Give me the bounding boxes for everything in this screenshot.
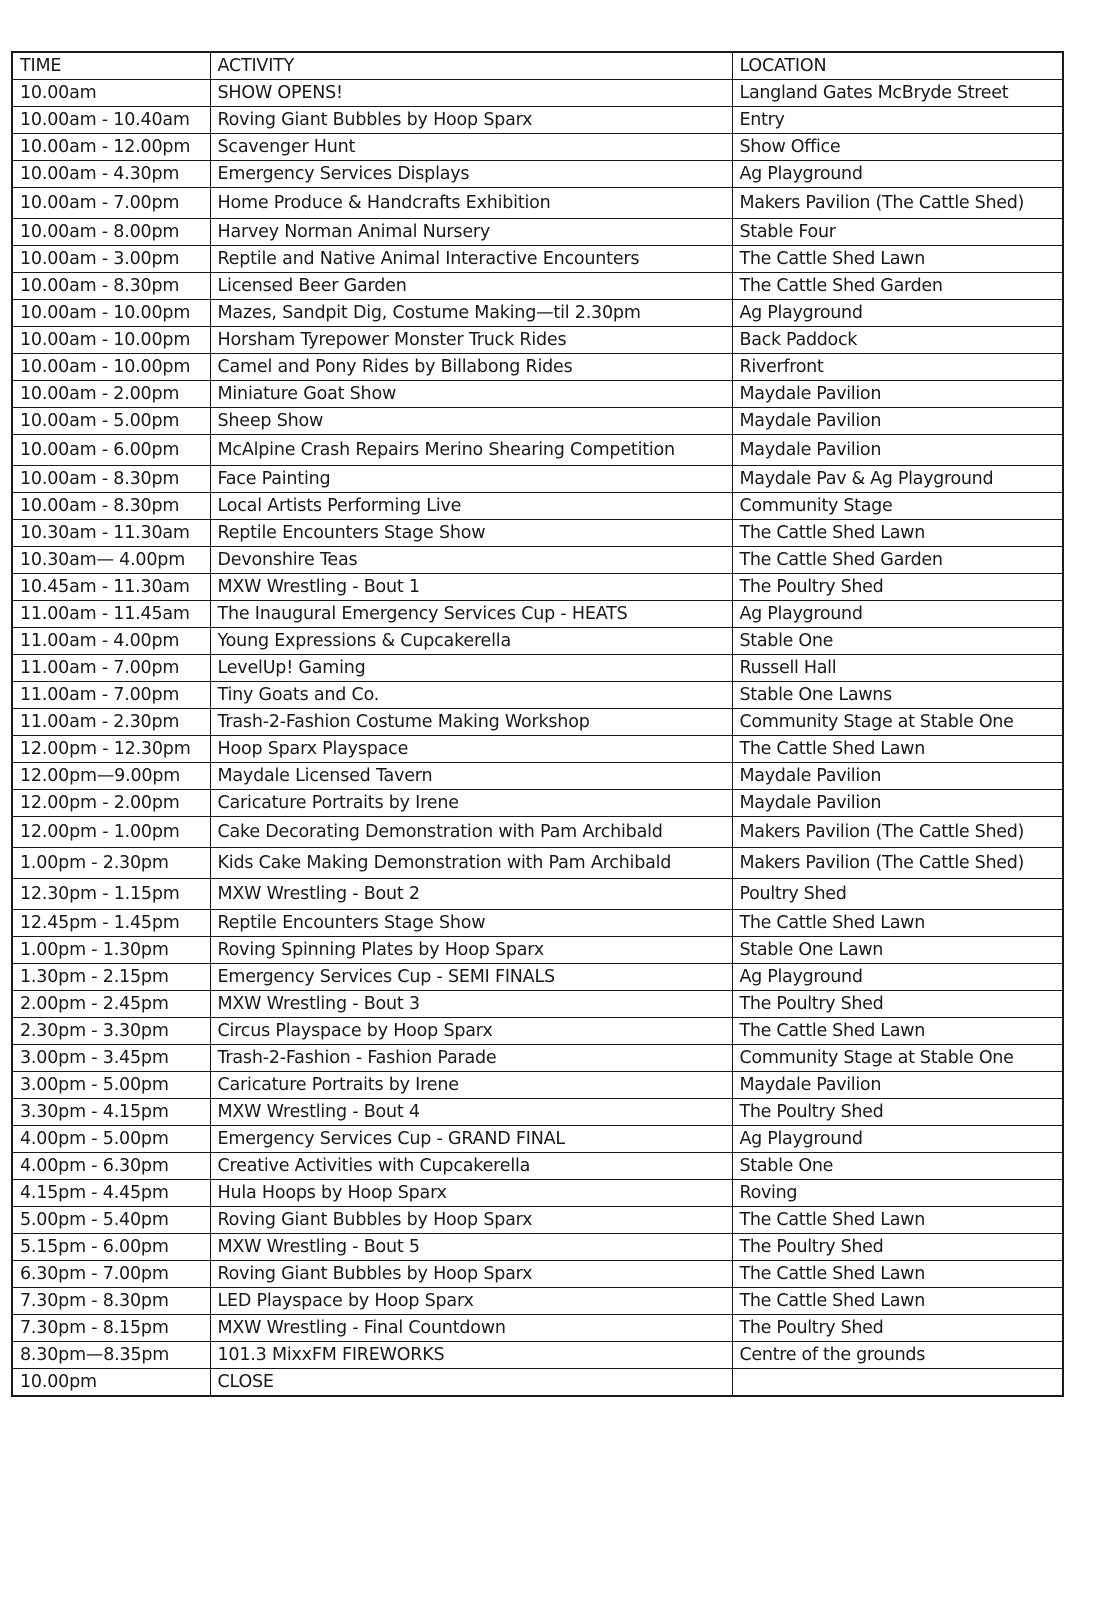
activity-cell: Licensed Beer Garden [210,273,732,300]
activity-cell: Local Artists Performing Live [210,493,732,520]
activity-cell: Hoop Sparx Playspace [210,736,732,763]
table-row [12,1342,1063,1369]
time-cell: 2.00pm - 2.45pm [12,991,210,1018]
location-cell: Community Stage [732,493,1063,520]
location-cell: Russell Hall [732,655,1063,682]
time-cell: 12.00pm - 2.00pm [12,790,210,817]
time-cell: 4.00pm - 6.30pm [12,1153,210,1180]
activity-cell: 101.3 MixxFM FIREWORKS [210,1342,732,1369]
location-cell: Poultry Shed [732,879,1063,910]
location-cell: Centre of the grounds [732,1342,1063,1369]
time-cell: 5.00pm - 5.40pm [12,1207,210,1234]
activity-cell: Reptile Encounters Stage Show [210,910,732,937]
activity-cell: SHOW OPENS! [210,80,732,107]
location-cell: Stable One [732,628,1063,655]
location-cell: The Cattle Shed Lawn [732,1261,1063,1288]
table-row [12,601,1063,628]
time-cell: 10.00am - 10.40am [12,107,210,134]
table-row [12,655,1063,682]
activity-cell: Tiny Goats and Co. [210,682,732,709]
table-row [12,1045,1063,1072]
time-cell: 12.00pm - 12.30pm [12,736,210,763]
time-cell: 10.00am - 10.00pm [12,327,210,354]
header-time: TIME [12,52,210,80]
table-row [12,354,1063,381]
activity-cell: Scavenger Hunt [210,134,732,161]
time-cell: 10.00am - 2.00pm [12,381,210,408]
table-row [12,161,1063,188]
location-cell: Stable Four [732,219,1063,246]
table-row [12,790,1063,817]
time-cell: 1.00pm - 1.30pm [12,937,210,964]
activity-cell: Roving Spinning Plates by Hoop Sparx [210,937,732,964]
activity-cell: Circus Playspace by Hoop Sparx [210,1018,732,1045]
location-cell: The Poultry Shed [732,991,1063,1018]
location-cell: The Cattle Shed Lawn [732,1288,1063,1315]
activity-cell: Emergency Services Displays [210,161,732,188]
table-row [12,107,1063,134]
table-row [12,246,1063,273]
time-cell: 7.30pm - 8.30pm [12,1288,210,1315]
location-cell: Ag Playground [732,161,1063,188]
activity-cell: Kids Cake Making Demonstration with Pam Archibald [210,848,732,879]
table-row [12,1153,1063,1180]
time-cell: 10.30am— 4.00pm [12,547,210,574]
activity-cell: Home Produce & Handcrafts Exhibition [210,188,732,219]
location-cell: The Cattle Shed Lawn [732,910,1063,937]
time-cell: 3.00pm - 5.00pm [12,1072,210,1099]
location-cell: Makers Pavilion (The Cattle Shed) [732,817,1063,848]
activity-cell: Sheep Show [210,408,732,435]
location-cell: The Cattle Shed Garden [732,273,1063,300]
activity-cell: McAlpine Crash Repairs Merino Shearing Competition [210,435,732,466]
table-row [12,1234,1063,1261]
activity-cell: Creative Activities with Cupcakerella [210,1153,732,1180]
activity-cell: Face Painting [210,466,732,493]
location-cell: Community Stage at Stable One [732,1045,1063,1072]
location-cell [732,1369,1063,1397]
activity-cell: MXW Wrestling - Final Countdown [210,1315,732,1342]
activity-cell: Harvey Norman Animal Nursery [210,219,732,246]
time-cell: 11.00am - 4.00pm [12,628,210,655]
activity-cell: Trash-2-Fashion - Fashion Parade [210,1045,732,1072]
time-cell: 10.00am - 12.00pm [12,134,210,161]
location-cell: The Poultry Shed [732,1099,1063,1126]
time-cell: 10.00am - 5.00pm [12,408,210,435]
table-row [12,574,1063,601]
table-row [12,937,1063,964]
location-cell: Maydale Pavilion [732,381,1063,408]
activity-cell: Trash-2-Fashion Costume Making Workshop [210,709,732,736]
location-cell: Riverfront [732,354,1063,381]
table-row [12,1288,1063,1315]
time-cell: 3.00pm - 3.45pm [12,1045,210,1072]
table-row [12,628,1063,655]
header-activity: ACTIVITY [210,52,732,80]
table-row [12,1018,1063,1045]
table-row [12,682,1063,709]
time-cell: 10.00am - 8.30pm [12,466,210,493]
location-cell: Langland Gates McBryde Street [732,80,1063,107]
location-cell: Entry [732,107,1063,134]
activity-cell: MXW Wrestling - Bout 1 [210,574,732,601]
activity-cell: LED Playspace by Hoop Sparx [210,1288,732,1315]
time-cell: 1.30pm - 2.15pm [12,964,210,991]
table-row [12,219,1063,246]
table-row [12,327,1063,354]
time-cell: 10.00am - 8.00pm [12,219,210,246]
table-row [12,188,1063,219]
activity-cell: Camel and Pony Rides by Billabong Rides [210,354,732,381]
time-cell: 3.30pm - 4.15pm [12,1099,210,1126]
table-row [12,273,1063,300]
time-cell: 11.00am - 7.00pm [12,655,210,682]
location-cell: Ag Playground [732,1126,1063,1153]
time-cell: 10.00am - 3.00pm [12,246,210,273]
table-row [12,1099,1063,1126]
location-cell: Maydale Pav & Ag Playground [732,466,1063,493]
activity-cell: Emergency Services Cup - GRAND FINAL [210,1126,732,1153]
location-cell: The Poultry Shed [732,1315,1063,1342]
location-cell: Back Paddock [732,327,1063,354]
location-cell: Show Office [732,134,1063,161]
time-cell: 4.15pm - 4.45pm [12,1180,210,1207]
activity-cell: Roving Giant Bubbles by Hoop Sparx [210,1261,732,1288]
activity-cell: Roving Giant Bubbles by Hoop Sparx [210,1207,732,1234]
table-row [12,848,1063,879]
location-cell: The Cattle Shed Lawn [732,1207,1063,1234]
activity-cell: Maydale Licensed Tavern [210,763,732,790]
time-cell: 12.00pm - 1.00pm [12,817,210,848]
time-cell: 10.00am - 8.30pm [12,493,210,520]
time-cell: 10.00am - 4.30pm [12,161,210,188]
location-cell: Roving [732,1180,1063,1207]
activity-cell: Miniature Goat Show [210,381,732,408]
location-cell: Makers Pavilion (The Cattle Shed) [732,188,1063,219]
table-row [12,1072,1063,1099]
schedule-table [11,51,1064,1397]
activity-cell: Caricature Portraits by Irene [210,1072,732,1099]
activity-cell: Devonshire Teas [210,547,732,574]
location-cell: Maydale Pavilion [732,435,1063,466]
table-row [12,1261,1063,1288]
location-cell: Stable One Lawn [732,937,1063,964]
location-cell: Maydale Pavilion [732,763,1063,790]
activity-cell: MXW Wrestling - Bout 4 [210,1099,732,1126]
location-cell: The Cattle Shed Lawn [732,1018,1063,1045]
location-cell: The Poultry Shed [732,574,1063,601]
time-cell: 10.00am - 10.00pm [12,300,210,327]
activity-cell: Reptile and Native Animal Interactive Encounters [210,246,732,273]
table-row [12,493,1063,520]
location-cell: Maydale Pavilion [732,408,1063,435]
activity-cell: Horsham Tyrepower Monster Truck Rides [210,327,732,354]
time-cell: 10.00am - 7.00pm [12,188,210,219]
time-cell: 2.30pm - 3.30pm [12,1018,210,1045]
table-row [12,709,1063,736]
time-cell: 12.30pm - 1.15pm [12,879,210,910]
table-row [12,466,1063,493]
location-cell: The Cattle Shed Lawn [732,246,1063,273]
location-cell: The Cattle Shed Garden [732,547,1063,574]
time-cell: 7.30pm - 8.15pm [12,1315,210,1342]
location-cell: Maydale Pavilion [732,790,1063,817]
location-cell: Makers Pavilion (The Cattle Shed) [732,848,1063,879]
location-cell: Ag Playground [732,300,1063,327]
time-cell: 6.30pm - 7.00pm [12,1261,210,1288]
time-cell: 10.00am - 8.30pm [12,273,210,300]
activity-cell: LevelUp! Gaming [210,655,732,682]
activity-cell: MXW Wrestling - Bout 5 [210,1234,732,1261]
time-cell: 1.00pm - 2.30pm [12,848,210,879]
activity-cell: Emergency Services Cup - SEMI FINALS [210,964,732,991]
activity-cell: Reptile Encounters Stage Show [210,520,732,547]
table-row [12,408,1063,435]
time-cell: 11.00am - 7.00pm [12,682,210,709]
location-cell: Stable One [732,1153,1063,1180]
location-cell: The Cattle Shed Lawn [732,736,1063,763]
time-cell: 11.00am - 2.30pm [12,709,210,736]
activity-cell: The Inaugural Emergency Services Cup - HEATS [210,601,732,628]
table-row [12,134,1063,161]
table-row [12,1207,1063,1234]
location-cell: The Poultry Shed [732,1234,1063,1261]
table-row [12,1369,1063,1397]
time-cell: 12.45pm - 1.45pm [12,910,210,937]
time-cell: 10.00pm [12,1369,210,1397]
location-cell: Ag Playground [732,964,1063,991]
table-row [12,300,1063,327]
table-row [12,435,1063,466]
time-cell: 10.00am - 6.00pm [12,435,210,466]
table-row [12,736,1063,763]
table-row [12,879,1063,910]
header-location: LOCATION [732,52,1063,80]
table-row [12,547,1063,574]
time-cell: 10.00am [12,80,210,107]
activity-cell: Cake Decorating Demonstration with Pam Archibald [210,817,732,848]
time-cell: 4.00pm - 5.00pm [12,1126,210,1153]
time-cell: 12.00pm—9.00pm [12,763,210,790]
table-row [12,1315,1063,1342]
table-row [12,817,1063,848]
location-cell: The Cattle Shed Lawn [732,520,1063,547]
time-cell: 5.15pm - 6.00pm [12,1234,210,1261]
table-row [12,80,1063,107]
table-row [12,763,1063,790]
table-row [12,964,1063,991]
time-cell: 11.00am - 11.45am [12,601,210,628]
time-cell: 8.30pm—8.35pm [12,1342,210,1369]
table-row [12,991,1063,1018]
header-row [12,52,1063,80]
activity-cell: Caricature Portraits by Irene [210,790,732,817]
activity-cell: Roving Giant Bubbles by Hoop Sparx [210,107,732,134]
activity-cell: MXW Wrestling - Bout 3 [210,991,732,1018]
table-row [12,1180,1063,1207]
location-cell: Ag Playground [732,601,1063,628]
table-row [12,910,1063,937]
activity-cell: MXW Wrestling - Bout 2 [210,879,732,910]
time-cell: 10.00am - 10.00pm [12,354,210,381]
time-cell: 10.45am - 11.30am [12,574,210,601]
table-row [12,1126,1063,1153]
location-cell: Stable One Lawns [732,682,1063,709]
location-cell: Community Stage at Stable One [732,709,1063,736]
table-row [12,381,1063,408]
activity-cell: Young Expressions & Cupcakerella [210,628,732,655]
time-cell: 10.30am - 11.30am [12,520,210,547]
location-cell: Maydale Pavilion [732,1072,1063,1099]
activity-cell: Hula Hoops by Hoop Sparx [210,1180,732,1207]
activity-cell: CLOSE [210,1369,732,1397]
table-row [12,520,1063,547]
activity-cell: Mazes, Sandpit Dig, Costume Making—til 2.30pm [210,300,732,327]
